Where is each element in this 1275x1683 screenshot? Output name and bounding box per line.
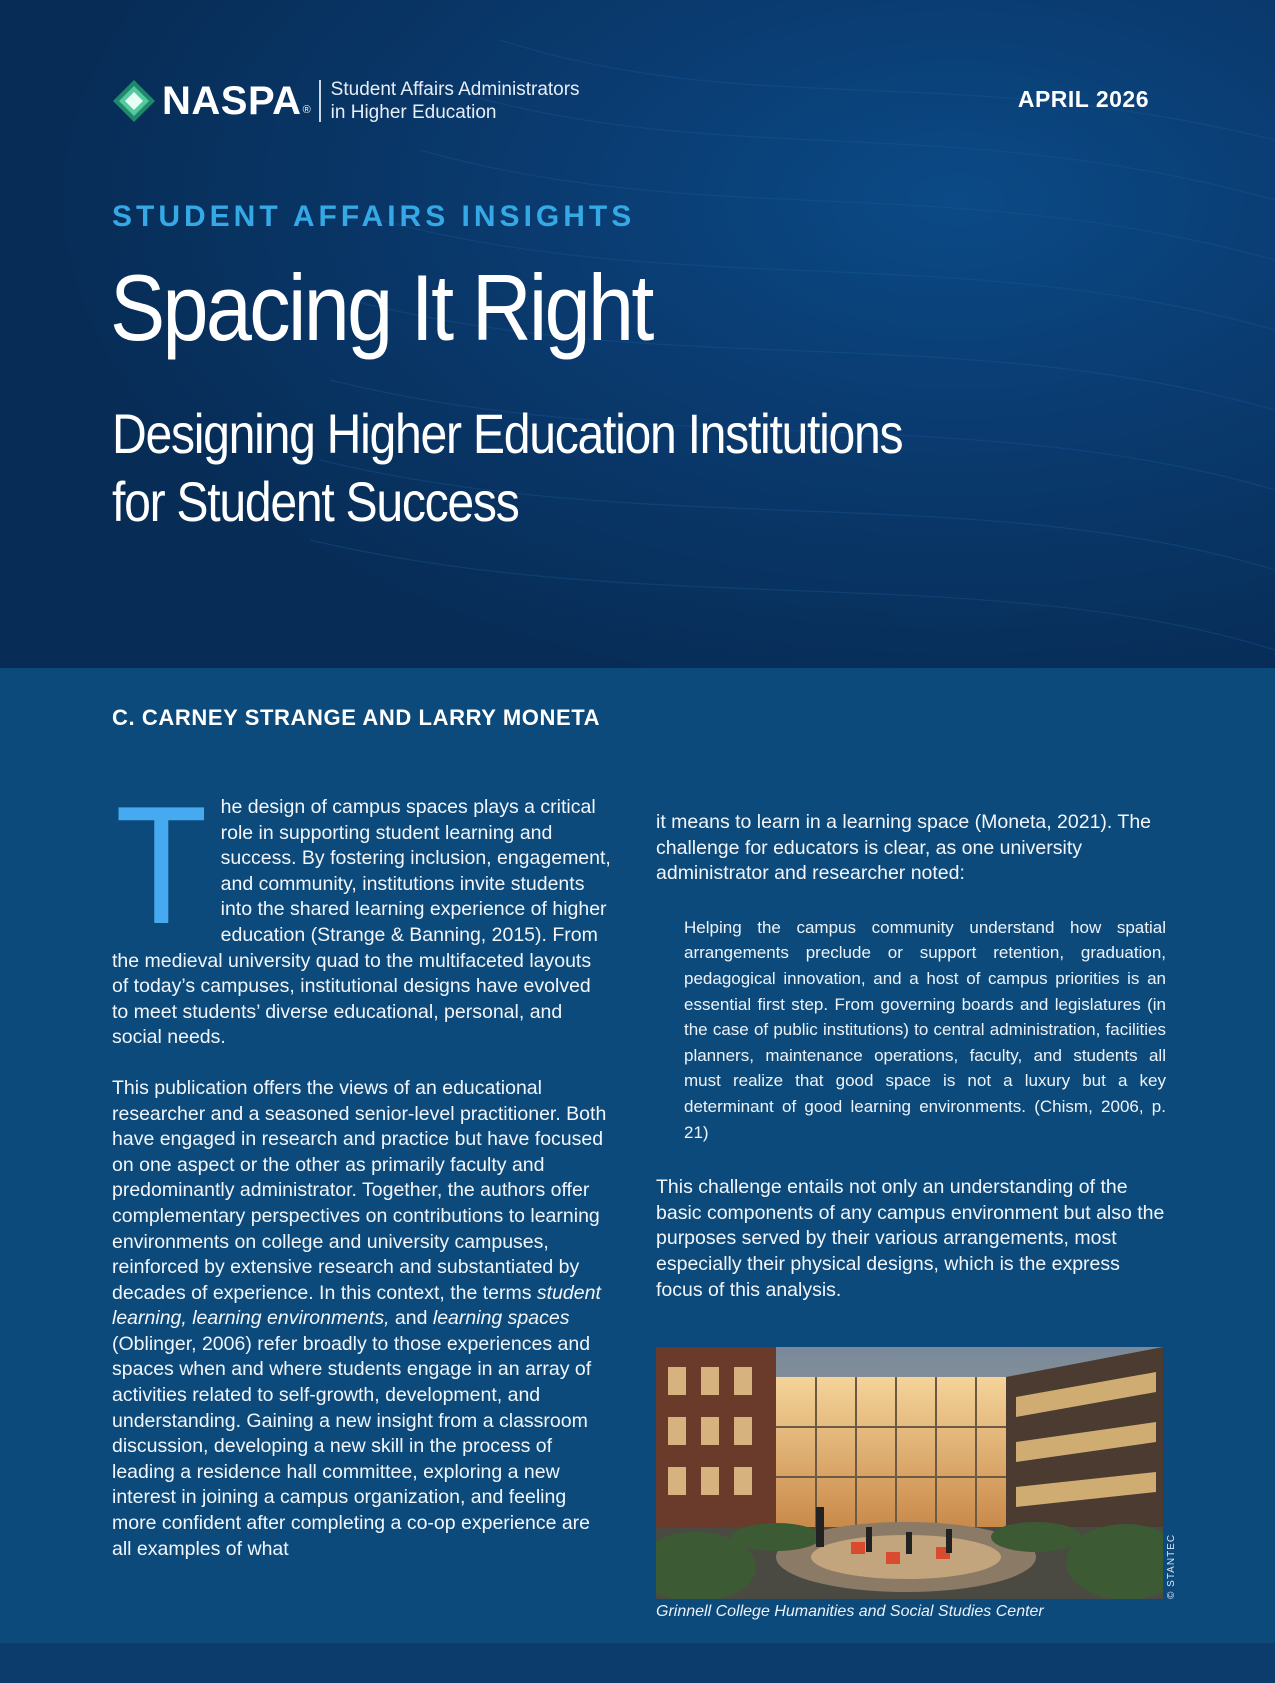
body-text-c: (Oblinger, 2006) refer broadly to those experiences and spaces when and where students engage in an array of activities related to self-growth, development, and understanding. Gaining a new insight from a classroom discussion, developing a new skill in the process of leading a residence hall committee, exploring a new interest in joining a campus organization, and feeling more confident after completing a co-op experience are all examples of what [112,1332,592,1560]
issue-date: APRIL 2026 [1017,86,1149,112]
left-column [112,771,612,1562]
intro-paragraph [112,771,612,1051]
org-tagline [331,78,580,124]
body-emphasis-1: student learning, learning environments, [112,1281,601,1330]
diamond-logo-icon [112,79,156,123]
page-subtitle [112,400,902,536]
body-text-b: and [389,1307,433,1330]
org-tagline-line1: Student Affairs Administrators [330,79,580,100]
continued-paragraph: it means to learn in a learning space (Moneta, 2021). The challenge for educators is clear, as one university administrator and researcher noted: [656,811,1152,885]
body-text-a: This publication offers the views of an educational researcher and a seasoned senior-level practitioner. Both have engaged in research and practice but have focused on one aspect or the other as primarily faculty and predominantly administrator. Together, the authors offer complementary perspectives on contributions to learning environments on college and university campuses, reinforced by extensive research and substantiated by decades of experience. In this context, the terms [112,1076,607,1304]
page-title: Spacing It Right [110,255,652,360]
naspa-logo [112,78,580,124]
org-tagline-line2: in Higher Education [330,102,497,123]
closing-paragraph: This challenge entails not only an understanding of the basic components of any campus environment but also the purposes served by their various arrangements, most especially their physical designs, which is the express focus of this analysis. [656,1176,1165,1301]
org-name: NASPA [162,79,302,123]
registered-mark: ® [302,104,311,116]
photo-credit: © STANTEC [1166,1533,1177,1599]
subtitle-line1: Designing Higher Education Institutions [112,402,903,465]
intro-text: he design of campus spaces plays a critical role in supporting student learning and success. By fostering inclusion, engagement, and community, institutions invite students into the shared learning experience of higher education (Strange & Banning, 2015). From the medieval university quad to the multifaceted layouts of today’s campuses, institutional designs have evolved to meet students’ diverse educational, personal, and social needs. [112,796,611,1049]
body-emphasis-2: learning spaces [432,1307,570,1330]
series-label: STUDENT AFFAIRS INSIGHTS [112,200,636,233]
photo-caption: Grinnell College Humanities and Social Studies Center [656,1603,1044,1620]
authors-byline: C. CARNEY STRANGE AND LARRY MONETA [112,705,601,730]
footer-band [0,1643,1275,1683]
right-column [656,810,1166,1303]
campus-photo [656,1347,1163,1599]
logo-divider [319,80,321,122]
body-paragraph [112,1076,612,1562]
block-quote: Helping the campus community understand how spatial arrangements preclude or support retention, graduation, pedagogical innovation, and a host of campus priorities is an essential first step. From governing boards and legislatures (in the case of public institutions) to central administration, facilities planners, maintenance operations, faculty, and students all must realize that good space is not a luxury but a key determinant of good learning environments. (Chism, 2006, p. 21) [684,917,1166,1142]
drop-cap: T [115,771,208,959]
subtitle-line2: for Student Success [112,470,519,533]
